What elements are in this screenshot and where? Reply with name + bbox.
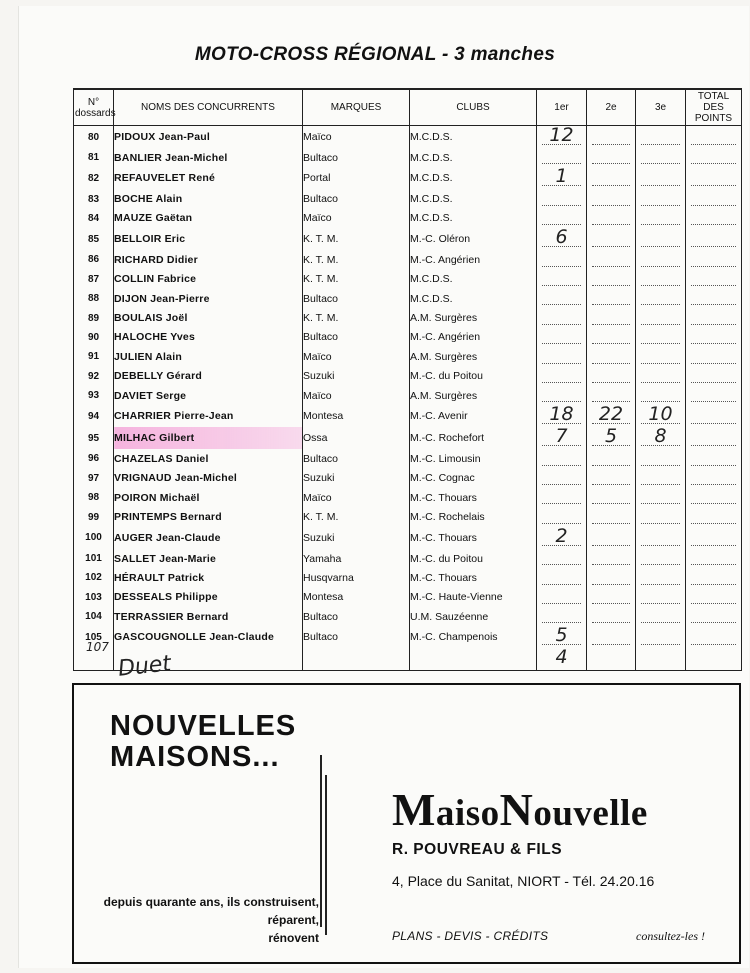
bike-brand: K. T. M. <box>303 507 410 526</box>
total-points <box>686 347 742 366</box>
round2-score <box>587 347 636 366</box>
col-header-round3: 3e <box>636 89 686 126</box>
rider-name: MAUZE Gaëtan <box>114 209 303 228</box>
round2-score <box>587 228 636 250</box>
round1-score <box>537 524 587 549</box>
rider-name: PRINTEMPS Bernard <box>114 507 303 526</box>
table-row <box>74 367 742 386</box>
col-header-num: N° dossards <box>74 89 114 126</box>
round3-score <box>636 607 686 626</box>
handwritten-score: 2 <box>555 524 568 547</box>
logo-text: ouvelle <box>533 793 648 834</box>
handwritten-score: 12 <box>549 124 574 146</box>
bib-number: 102 <box>74 568 114 587</box>
rider-name: GASCOUGNOLLE Jean-Claude <box>114 626 303 648</box>
total-points <box>686 386 742 405</box>
total-points <box>686 449 742 468</box>
round1-score <box>537 189 587 208</box>
table-row <box>74 347 742 366</box>
round2-score <box>587 507 636 526</box>
handwritten-score: 18 <box>549 403 574 426</box>
round1-score <box>537 507 587 526</box>
round1-score <box>537 328 587 347</box>
round3-score <box>636 328 686 347</box>
bike-brand: Maïco <box>303 386 410 405</box>
round3-score <box>636 289 686 308</box>
ad-headline-line1: NOUVELLES <box>110 710 297 742</box>
club-name: M.-C. Limousin <box>410 449 537 468</box>
bib-number: 96 <box>74 449 114 468</box>
col-header-club: CLUBS <box>410 89 537 126</box>
club-name: M.-C. Thouars <box>410 527 537 549</box>
rider-name: DESSEALS Philippe <box>114 588 303 607</box>
round2-score <box>587 469 636 488</box>
bib-number: 100 <box>74 527 114 549</box>
round1-score <box>537 488 587 507</box>
club-name: M.-C. Rochelais <box>410 507 537 526</box>
round3-score <box>636 549 686 568</box>
table-row-handwritten <box>74 648 742 671</box>
total-points <box>686 568 742 587</box>
club-name: M.C.D.S. <box>410 126 537 149</box>
total-points <box>686 328 742 347</box>
col-header-round2: 2e <box>587 89 636 126</box>
club-name: M.-C. Oléron <box>410 228 537 250</box>
rider-name: HALOCHE Yves <box>114 328 303 347</box>
bike-brand: Bultaco <box>303 607 410 626</box>
round3-score <box>636 228 686 250</box>
total-points <box>686 367 742 386</box>
club-name: M.-C. Angérien <box>410 250 537 269</box>
bike-brand: Bultaco <box>303 626 410 648</box>
rider-name: VRIGNAUD Jean-Michel <box>114 469 303 488</box>
round1-score <box>537 367 587 386</box>
round1-score <box>537 167 587 189</box>
table-row <box>74 289 742 308</box>
round1-score <box>537 549 587 568</box>
rider-name: POIRON Michaël <box>114 488 303 507</box>
bike-brand: K. T. M. <box>303 228 410 250</box>
table-row <box>74 507 742 526</box>
club-name: M.-C. Cognac <box>410 469 537 488</box>
rider-name: SALLET Jean-Marie <box>114 549 303 568</box>
table-row <box>74 386 742 405</box>
handwritten-name: Duet <box>116 651 173 682</box>
bib-number: 99 <box>74 507 114 526</box>
bib-number: 98 <box>74 488 114 507</box>
bike-brand: Yamaha <box>303 549 410 568</box>
round2-score <box>587 250 636 269</box>
table-row <box>74 328 742 347</box>
total-points <box>686 549 742 568</box>
rider-name: REFAUVELET René <box>114 167 303 189</box>
ad-tagline <box>104 893 319 947</box>
handwritten-score: 4 <box>555 646 568 669</box>
ad-tagline-1: depuis quarante ans, ils construisent, <box>103 895 319 909</box>
round1-score <box>537 126 587 149</box>
total-points <box>686 209 742 228</box>
bike-brand: Suzuki <box>303 367 410 386</box>
handwritten-score: 22 <box>598 403 624 426</box>
table-row <box>74 405 742 427</box>
bib-number: 103 <box>74 588 114 607</box>
round3-score <box>636 148 686 167</box>
table-row <box>74 228 742 250</box>
round3-score <box>636 189 686 208</box>
table-row <box>74 126 742 149</box>
ad-headline-line2: MAISONS... <box>110 741 280 773</box>
table-row <box>74 626 742 648</box>
bib-number: 86 <box>74 250 114 269</box>
handwritten-score: 1 <box>555 165 568 188</box>
round3-score <box>636 250 686 269</box>
club-name: M.C.D.S. <box>410 167 537 189</box>
club-name: M.C.D.S. <box>410 189 537 208</box>
round1-score <box>537 568 587 587</box>
round3-score <box>636 469 686 488</box>
club-name: M.-C. Thouars <box>410 568 537 587</box>
table-row <box>74 469 742 488</box>
ad-consult: consultez-les ! <box>636 929 705 943</box>
empty-cell <box>686 648 742 671</box>
table-row <box>74 148 742 167</box>
rider-name: DEBELLY Gérard <box>114 367 303 386</box>
table-row <box>74 189 742 208</box>
empty-cell <box>303 648 410 671</box>
round2-score <box>587 488 636 507</box>
round3-score <box>636 347 686 366</box>
club-name: M.-C. Rochefort <box>410 427 537 449</box>
bike-brand: Bultaco <box>303 189 410 208</box>
ad-headline <box>110 711 296 773</box>
bike-brand: Suzuki <box>303 469 410 488</box>
round2-score <box>587 427 636 449</box>
club-name: M.C.D.S. <box>410 209 537 228</box>
table-row <box>74 427 742 449</box>
bib-number: 104 <box>74 607 114 626</box>
total-points <box>686 228 742 250</box>
empty-cell <box>537 648 587 671</box>
round2-score <box>587 449 636 468</box>
total-points <box>686 588 742 607</box>
empty-cell <box>636 648 686 671</box>
ad-divider <box>325 775 327 935</box>
bike-brand: Maïco <box>303 488 410 507</box>
total-points <box>686 270 742 289</box>
round3-score <box>636 527 686 549</box>
table-row <box>74 167 742 189</box>
handwritten-score: 5 <box>604 425 618 448</box>
bike-brand: Maïco <box>303 347 410 366</box>
round2-score <box>587 405 636 427</box>
round2-score <box>587 308 636 327</box>
club-name: A.M. Surgères <box>410 308 537 327</box>
club-name: U.M. Sauzéenne <box>410 607 537 626</box>
rider-name: JULIEN Alain <box>114 347 303 366</box>
round2-score <box>587 367 636 386</box>
table-row <box>74 568 742 587</box>
handwritten-score: 5 <box>555 624 568 647</box>
ad-services: PLANS - DEVIS - CRÉDITS <box>392 929 549 943</box>
table-row <box>74 588 742 607</box>
bike-brand: Bultaco <box>303 328 410 347</box>
bib-number: 95 <box>74 427 114 449</box>
club-name: M.C.D.S. <box>410 148 537 167</box>
rider-name: RICHARD Didier <box>114 250 303 269</box>
bike-brand: Suzuki <box>303 527 410 549</box>
total-points <box>686 607 742 626</box>
bike-brand: Maïco <box>303 126 410 149</box>
bike-brand: Husqvarna <box>303 568 410 587</box>
total-points <box>686 189 742 208</box>
results-table <box>73 88 742 671</box>
handwritten-score: 6 <box>555 226 568 249</box>
rider-name: DIJON Jean-Pierre <box>114 289 303 308</box>
logo-letter: M <box>392 784 436 835</box>
table-row <box>74 488 742 507</box>
bib-number: 90 <box>74 328 114 347</box>
bib-number: 92 <box>74 367 114 386</box>
total-points <box>686 148 742 167</box>
round3-score <box>636 449 686 468</box>
bike-brand: Montesa <box>303 588 410 607</box>
round1-score <box>537 228 587 250</box>
total-points <box>686 488 742 507</box>
logo-letter: N <box>499 784 534 835</box>
bike-brand: Bultaco <box>303 449 410 468</box>
round1-score <box>537 588 587 607</box>
ad-tagline-3: rénovent <box>268 931 319 945</box>
round1-score <box>537 427 587 449</box>
round3-score <box>636 167 686 189</box>
table-row <box>74 527 742 549</box>
bib-number: 83 <box>74 189 114 208</box>
round2-score <box>587 328 636 347</box>
round2-score <box>587 626 636 648</box>
round1-score <box>537 270 587 289</box>
total-points <box>686 126 742 149</box>
total-points <box>686 167 742 189</box>
bike-brand: K. T. M. <box>303 308 410 327</box>
total-points <box>686 427 742 449</box>
handwritten-score: 8 <box>654 425 667 448</box>
handwritten-score: 7 <box>555 425 568 448</box>
round1-score <box>537 405 587 427</box>
bib-number: 80 <box>74 126 114 149</box>
round1-score <box>537 289 587 308</box>
bib-number: 89 <box>74 308 114 327</box>
club-name: M.-C. Angérien <box>410 328 537 347</box>
table-row <box>74 449 742 468</box>
table-row <box>74 308 742 327</box>
bib-number: 94 <box>74 405 114 427</box>
ad-tagline-2: réparent, <box>267 913 319 927</box>
club-name: A.M. Surgères <box>410 386 537 405</box>
club-name: M.-C. du Poitou <box>410 549 537 568</box>
bib-number: 88 <box>74 289 114 308</box>
rider-name: BELLOIR Eric <box>114 228 303 250</box>
round3-score <box>636 488 686 507</box>
bib-number: 85 <box>74 228 114 250</box>
rider-name: BANLIER Jean-Michel <box>114 148 303 167</box>
table-row <box>74 549 742 568</box>
round1-score <box>537 347 587 366</box>
bib-number: 101 <box>74 549 114 568</box>
total-points <box>686 405 742 427</box>
bib-number: 87 <box>74 270 114 289</box>
club-name: M.-C. Thouars <box>410 488 537 507</box>
round2-score <box>587 270 636 289</box>
empty-cell <box>587 648 636 671</box>
round2-score <box>587 209 636 228</box>
round2-score <box>587 148 636 167</box>
rider-name: PIDOUX Jean-Paul <box>114 126 303 149</box>
table-row <box>74 209 742 228</box>
logo-text: aiso <box>435 793 500 834</box>
total-points <box>686 469 742 488</box>
round3-score <box>636 588 686 607</box>
round2-score <box>587 549 636 568</box>
round2-score <box>587 568 636 587</box>
round2-score <box>587 607 636 626</box>
bib-number: 84 <box>74 209 114 228</box>
col-header-total: TOTAL DES POINTS <box>686 89 742 126</box>
total-points <box>686 289 742 308</box>
round3-score <box>636 209 686 228</box>
rider-name: TERRASSIER Bernard <box>114 607 303 626</box>
round3-score <box>636 568 686 587</box>
total-points <box>686 308 742 327</box>
club-name: M.C.D.S. <box>410 270 537 289</box>
round3-score <box>636 270 686 289</box>
club-name: M.-C. Avenir <box>410 405 537 427</box>
round3-score <box>636 507 686 526</box>
table-row <box>74 607 742 626</box>
bib-number: 97 <box>74 469 114 488</box>
bike-brand: Ossa <box>303 427 410 449</box>
round2-score <box>587 527 636 549</box>
table-row <box>74 270 742 289</box>
advertisement <box>72 683 741 964</box>
bike-brand: Portal <box>303 167 410 189</box>
round2-score <box>587 126 636 149</box>
bib-number: 105 <box>74 626 114 648</box>
round1-score <box>537 250 587 269</box>
bike-brand: K. T. M. <box>303 270 410 289</box>
round3-score <box>636 126 686 149</box>
ad-address: 4, Place du Sanitat, NIORT - Tél. 24.20.16 <box>392 873 655 889</box>
club-name: M.-C. Champenois <box>410 626 537 648</box>
rider-name: DAVIET Serge <box>114 386 303 405</box>
club-name: M.-C. Haute-Vienne <box>410 588 537 607</box>
bib-number: 93 <box>74 386 114 405</box>
handwritten-score: 10 <box>648 403 673 426</box>
round1-score <box>537 469 587 488</box>
page-title: MOTO-CROSS RÉGIONAL - 3 manches <box>194 44 556 65</box>
handwritten-number: 107 <box>86 640 109 654</box>
rider-name: HÉRAULT Patrick <box>114 568 303 587</box>
ad-divider <box>320 755 322 927</box>
col-header-brand: MARQUES <box>303 89 410 126</box>
rider-name: BOULAIS Joël <box>114 308 303 327</box>
rider-name: CHAZELAS Daniel <box>114 449 303 468</box>
club-name: M.-C. du Poitou <box>410 367 537 386</box>
table-header <box>74 89 742 126</box>
bib-number: 81 <box>74 148 114 167</box>
round3-score <box>636 367 686 386</box>
ad-company: R. POUVREAU & FILS <box>392 841 563 858</box>
total-points <box>686 626 742 648</box>
table-row <box>74 250 742 269</box>
ad-brand-logo <box>392 783 648 836</box>
total-points <box>686 527 742 549</box>
round1-score <box>537 308 587 327</box>
round2-score <box>587 289 636 308</box>
rider-name: MILHAC Gilbert <box>114 427 303 449</box>
col-header-round1: 1er <box>537 89 587 126</box>
rider-name: COLLIN Fabrice <box>114 270 303 289</box>
rider-name: CHARRIER Pierre-Jean <box>114 405 303 427</box>
total-points <box>686 507 742 526</box>
round3-score <box>636 427 686 449</box>
club-name: A.M. Surgères <box>410 347 537 366</box>
round3-score <box>636 626 686 648</box>
bike-brand: Maïco <box>303 209 410 228</box>
round3-score <box>636 308 686 327</box>
rider-name: AUGER Jean-Claude <box>114 527 303 549</box>
bib-number: 91 <box>74 347 114 366</box>
round2-score <box>587 588 636 607</box>
bike-brand: K. T. M. <box>303 250 410 269</box>
club-name: M.C.D.S. <box>410 289 537 308</box>
round3-score <box>636 405 686 427</box>
bike-brand: Bultaco <box>303 148 410 167</box>
rider-name: BOCHE Alain <box>114 189 303 208</box>
total-points <box>686 250 742 269</box>
round2-score <box>587 167 636 189</box>
col-header-name: NOMS DES CONCURRENTS <box>114 89 303 126</box>
bib-number: 82 <box>74 167 114 189</box>
empty-cell <box>410 648 537 671</box>
bike-brand: Montesa <box>303 405 410 427</box>
round1-score <box>537 449 587 468</box>
round2-score <box>587 189 636 208</box>
bike-brand: Bultaco <box>303 289 410 308</box>
